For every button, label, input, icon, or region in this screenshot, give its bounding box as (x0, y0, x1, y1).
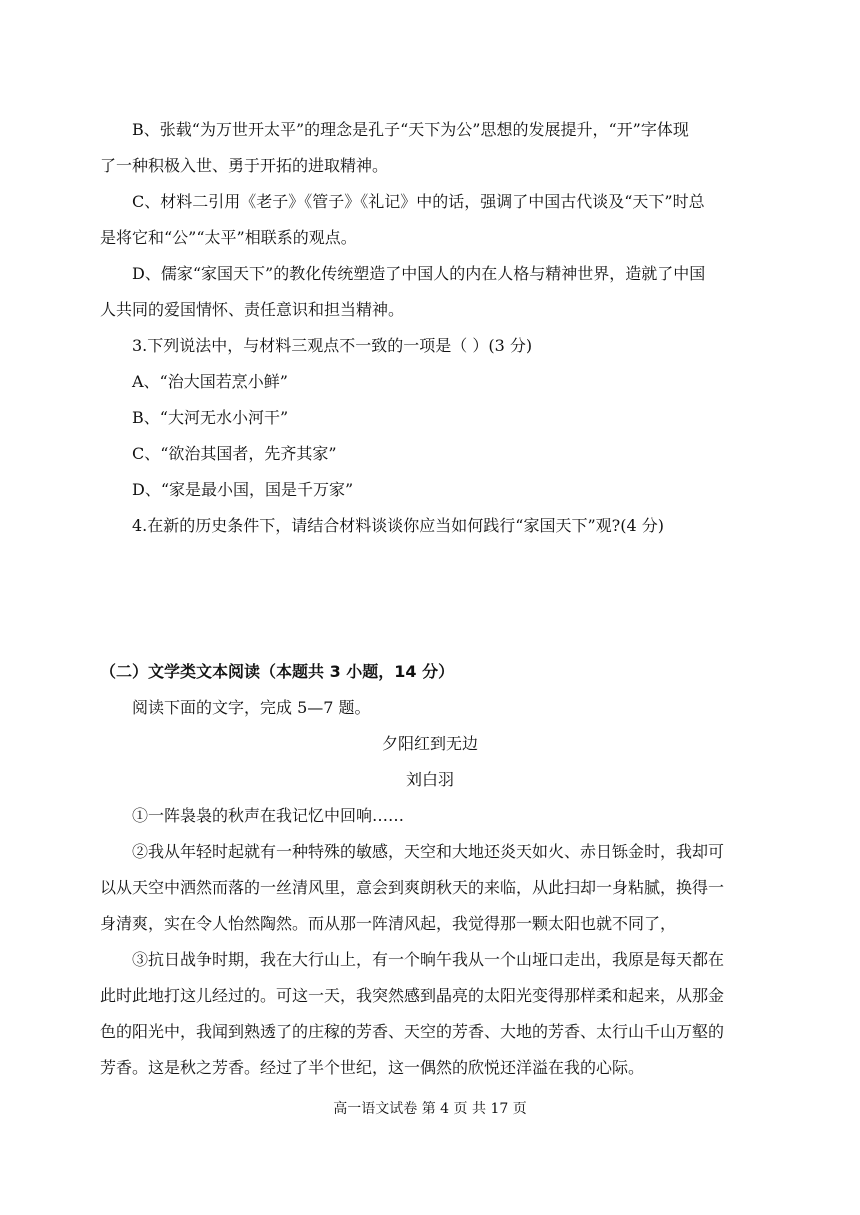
option-d-line-1: D、儒家“家国天下”的教化传统塑造了中国人的内在人格与精神世界，造就了中国 (132, 264, 706, 283)
article-author: 刘白羽 (405, 770, 454, 789)
paragraph-1: ①一阵袅袅的秋声在我记忆中回响…… (132, 806, 405, 825)
article-title: 夕阳红到无边 (381, 734, 478, 753)
question-4-stem: 4.在新的历史条件下，请结合材料谈谈你应当如何践行“家国天下”观?(4 分) (132, 516, 664, 535)
paragraph-3-line-1: ③抗日战争时期，我在大行山上，有一个晌午我从一个山垭口走出，我原是每天都在 (132, 950, 725, 969)
option-d-line-2: 人共同的爱国情怀、责任意识和担当精神。 (100, 300, 405, 319)
question-3-stem: 3.下列说法中，与材料三观点不一致的一项是（ ）(3 分) (132, 336, 533, 355)
option-c-line-1: C、材料二引用《老子》《管子》《礼记》中的话，强调了中国古代谈及“天下”时总 (132, 192, 705, 211)
option-b-line-2: 了一种积极入世、勇于开拓的进取精神。 (100, 156, 389, 175)
question-3-option-b: B、“大河无水小河干” (132, 408, 289, 427)
paragraph-2-line-2: 以从天空中洒然而落的一丝清风里，意会到爽朗秋天的来临，从此扫却一身粘腻，换得一 (100, 878, 725, 897)
option-c-line-2: 是将它和“公”“太平”相联系的观点。 (100, 228, 357, 247)
paragraph-2-line-3: 身清爽，实在令人怡然陶然。而从那一阵清风起，我觉得那一颗太阳也就不同了， (100, 914, 677, 933)
page-footer: 高一语文试卷 第 4 页 共 17 页 (333, 1101, 527, 1117)
reading-instruction: 阅读下面的文字，完成 5—7 题。 (132, 698, 371, 717)
option-b-line-1: B、张载“为万世开太平”的理念是孔子“天下为公”思想的发展提升，“开”字体现 (132, 120, 689, 139)
paragraph-2-line-1: ②我从年轻时起就有一种特殊的敏感，天空和大地还炎天如火、赤日铄金时，我却可 (132, 842, 725, 861)
paragraph-3-line-3: 色的阳光中，我闻到熟透了的庄稼的芳香、天空的芳香、大地的芳香、太行山千山万壑的 (100, 1022, 725, 1041)
question-3-option-d: D、“家是最小国，国是千万家” (132, 480, 354, 499)
question-3-option-c: C、“欲治其国者，先齐其家” (132, 444, 337, 463)
paragraph-3-line-2: 此时此地打这儿经过的。可这一天，我突然感到晶亮的太阳光变得那样柔和起来，从那金 (100, 986, 725, 1005)
paragraph-3-line-4: 芳香。这是秋之芳香。经过了半个世纪，这一偶然的欣悦还洋溢在我的心际。 (100, 1058, 645, 1077)
question-3-option-a: A、“治大国若烹小鲜” (132, 372, 288, 391)
section-heading: （二）文学类文本阅读（本题共 3 小题，14 分） (100, 662, 455, 681)
